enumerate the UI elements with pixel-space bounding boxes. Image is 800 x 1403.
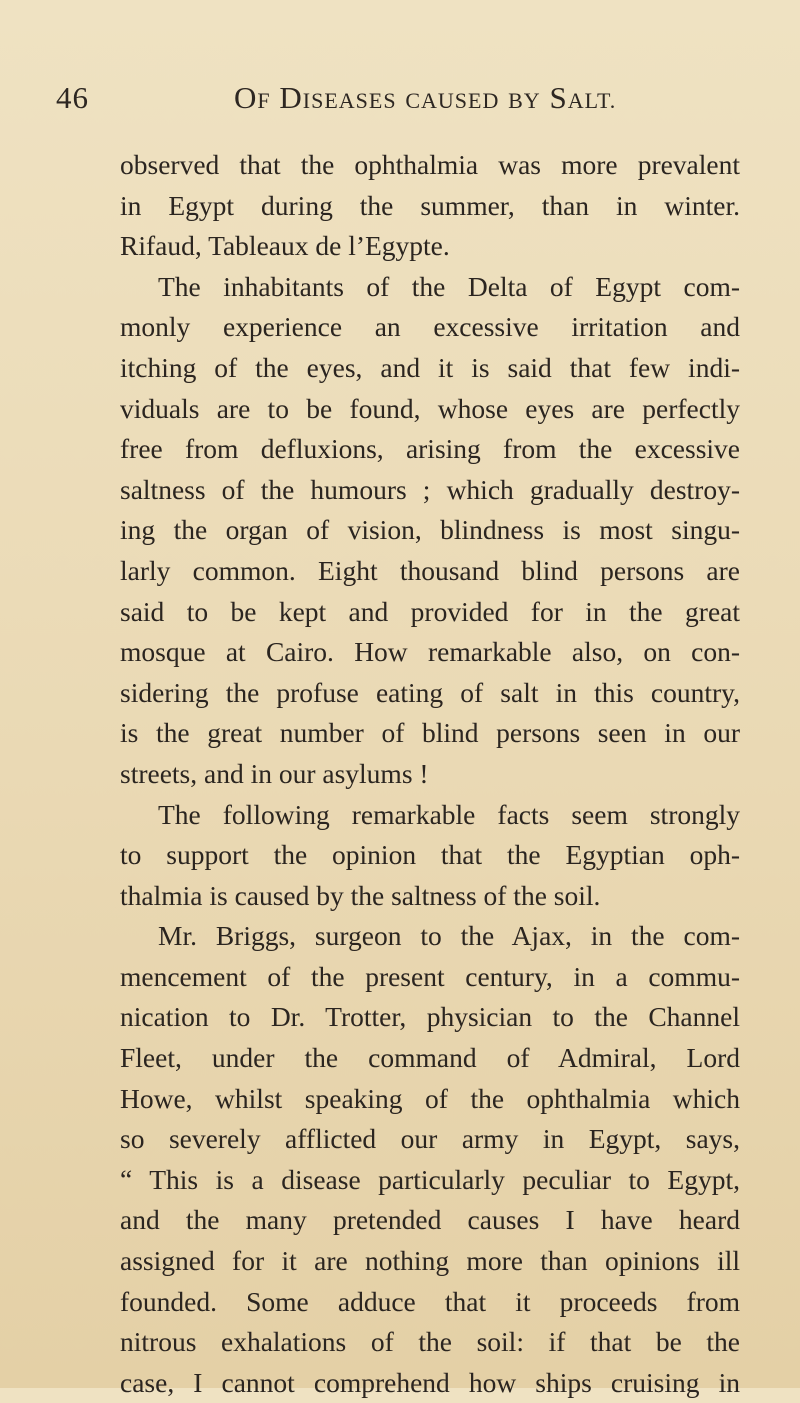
text-line: Fleet, under the command of Admiral, Lord [120,1042,740,1074]
text-line: free from defluxions, arising from the excessive [120,433,740,465]
text-line: mosque at Cairo. How remarkable also, on con- [120,636,740,668]
text-line: is the great number of blind persons seen in our [120,717,740,749]
text-line: so severely afflicted our army in Egypt, says, [120,1123,740,1155]
text-line: nitrous exhalations of the soil: if that be the [120,1326,740,1358]
running-title: OF DISEASES CAUSED BY SALT. [234,80,617,115]
page-number: 46 [56,80,89,115]
text-line: Mr. Briggs, surgeon to the Ajax, in the com- [158,920,740,952]
text-line: “ This is a disease particularly peculiar to Egypt, [120,1163,740,1195]
text-line: thalmia is caused by the saltness of the soil. [120,879,601,911]
text-line: The following remarkable facts seem strongly [158,798,740,830]
running-head [56,80,746,124]
text-line: mencement of the present century, in a commu- [120,960,740,992]
text-line: saltness of the humours ; which gradually destroy- [120,473,740,505]
text-line: case, I cannot comprehend how ships cruising in [120,1366,740,1398]
text-line: to support the opinion that the Egyptian oph- [120,839,740,871]
text-line: observed that the ophthalmia was more prevalent [120,149,740,180]
text-line: and the many pretended causes I have heard [120,1204,740,1236]
text-line: streets, and in our asylums ! [120,757,429,789]
text-line: assigned for it are nothing more than opinions ill [120,1245,740,1277]
text-line: The inhabitants of the Delta of Egypt com- [158,270,740,302]
text-line: in Egypt during the summer, than in winter. [120,189,740,221]
text-line: larly common. Eight thousand blind persons are [120,554,740,586]
text-line: founded. Some adduce that it proceeds from [120,1285,740,1317]
text-line: ing the organ of vision, blindness is most singu- [120,514,740,546]
text-line: viduals are to be found, whose eyes are perfectly [120,392,740,424]
body-text [120,145,740,1403]
text-line: Howe, whilst speaking of the ophthalmia which [120,1082,740,1114]
text-line: itching of the eyes, and it is said that few indi- [120,351,740,383]
text-line: monly experience an excessive irritation and [120,311,740,343]
text-line: nication to Dr. Trotter, physician to the Channel [120,1001,740,1033]
text-line: said to be kept and provided for in the great [120,595,740,627]
text-line: Rifaud, Tableaux de l’Egypte. [120,230,450,262]
text-line: sidering the profuse eating of salt in this country, [120,676,740,708]
